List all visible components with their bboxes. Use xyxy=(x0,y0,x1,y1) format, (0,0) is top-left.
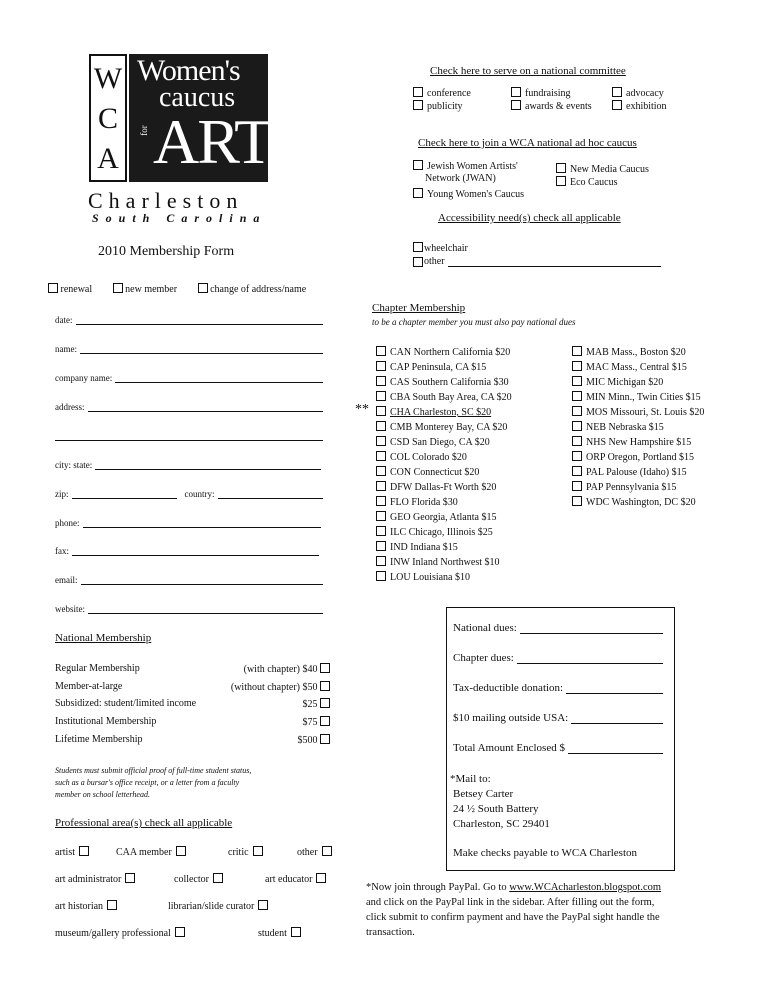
national-heading: National Membership xyxy=(55,632,152,644)
young-checkbox[interactable] xyxy=(413,188,423,198)
committee-label: advocacy xyxy=(626,88,664,99)
email-label: email: xyxy=(55,575,78,585)
prof-critic xyxy=(228,846,263,858)
chapter-checkbox[interactable] xyxy=(376,541,386,551)
prof-label: artist xyxy=(55,847,75,858)
donation-field[interactable] xyxy=(453,682,663,694)
chapter-checkbox[interactable] xyxy=(376,481,386,491)
logo-womens: Women's xyxy=(137,54,240,87)
chapter-item xyxy=(376,346,510,358)
eco-label: Eco Caucus xyxy=(570,177,618,188)
young-item xyxy=(413,188,524,200)
fax-label: fax: xyxy=(55,546,69,556)
prof-label: art administrator xyxy=(55,874,122,885)
chapter-checkbox[interactable] xyxy=(376,571,386,581)
conference-checkbox[interactable] xyxy=(413,87,423,97)
chapter-label: MIN Minn., Twin Cities $15 xyxy=(586,392,701,403)
mail-address-line: Charleston, SC 29401 xyxy=(453,818,550,830)
chapter-checkbox[interactable] xyxy=(376,376,386,386)
chapter-item xyxy=(376,496,458,508)
chapter-item xyxy=(376,436,490,448)
chapter-label: IND Indiana $15 xyxy=(390,542,458,553)
fax-field[interactable] xyxy=(55,545,319,556)
chapter-checkbox[interactable] xyxy=(572,421,582,431)
chapter-checkbox[interactable] xyxy=(376,391,386,401)
zip-country-field[interactable] xyxy=(55,488,323,499)
chapter-checkbox[interactable] xyxy=(572,406,582,416)
prof-artist xyxy=(55,846,89,858)
address-label: address: xyxy=(55,402,85,412)
form-title: 2010 Membership Form xyxy=(98,244,235,259)
chapter-checkbox[interactable] xyxy=(572,496,582,506)
chapter-label: CAN Northern California $20 xyxy=(390,347,511,358)
membership-price: $500 xyxy=(297,735,318,746)
prof-label: student xyxy=(258,928,287,939)
national-dues-label: National dues: xyxy=(453,622,517,634)
jwan-item xyxy=(413,160,518,173)
chapter-checkbox[interactable] xyxy=(572,481,582,491)
prof-label: collector xyxy=(174,874,209,885)
committee-item xyxy=(612,87,664,99)
paypal-text: transaction. xyxy=(366,927,415,938)
student-note-line: such as a bursar's office receipt, or a letter from a faculty xyxy=(55,778,240,787)
chapter-checkbox[interactable] xyxy=(376,496,386,506)
membership-note: (without chapter) xyxy=(230,682,300,693)
membership-label: Subsidized: student/limited income xyxy=(55,698,197,709)
total-label: Total Amount Enclosed $ xyxy=(453,742,565,754)
prof-collector xyxy=(174,873,223,885)
new-media-item xyxy=(556,163,649,175)
chapter-heading: Chapter Membership xyxy=(372,302,466,314)
chapter-label: ILC Chicago, Illinois $25 xyxy=(390,527,493,538)
chapter-checkbox[interactable] xyxy=(376,421,386,431)
membership-label: Regular Membership xyxy=(55,663,140,674)
mailing-field[interactable] xyxy=(453,712,663,724)
chapter-item xyxy=(572,451,694,463)
prof-educator xyxy=(265,873,326,885)
educator-checkbox[interactable] xyxy=(316,873,326,883)
committee-heading: Check here to serve on a national committee xyxy=(430,65,626,77)
prof-label: CAA member xyxy=(116,847,172,858)
national-dues-field[interactable] xyxy=(453,622,663,634)
caucus-heading: Check here to join a WCA national ad hoc caucus xyxy=(418,137,637,149)
chapter-item xyxy=(572,361,687,373)
change-address-label: change of address/name xyxy=(210,284,307,295)
chapter-item xyxy=(572,406,704,418)
mail-to-block xyxy=(450,772,550,832)
prof-student xyxy=(258,927,301,939)
chapter-label: CBA South Bay Area, CA $20 xyxy=(390,392,512,403)
student-checkbox[interactable] xyxy=(291,927,301,937)
regular-checkbox[interactable] xyxy=(320,663,330,673)
chapter-item xyxy=(376,526,493,538)
chapter-checkbox[interactable] xyxy=(572,376,582,386)
prof-caa xyxy=(116,846,186,858)
chapter-subheading: to be a chapter member you must also pay national dues xyxy=(372,317,576,327)
membership-price: $25 xyxy=(302,699,318,710)
prof-librarian xyxy=(168,900,268,912)
chapter-checkbox[interactable] xyxy=(376,436,386,446)
exhibition-checkbox[interactable] xyxy=(612,100,622,110)
chapter-item xyxy=(376,421,507,433)
renewal-label: renewal xyxy=(60,284,93,295)
prof-label: art educator xyxy=(265,874,313,885)
advocacy-checkbox[interactable] xyxy=(612,87,622,97)
chapter-label: PAP Pennsylvania $15 xyxy=(586,482,677,493)
chapter-checkbox[interactable] xyxy=(572,391,582,401)
logo-letter-w: W xyxy=(93,62,123,95)
wheelchair-label: wheelchair xyxy=(424,243,468,254)
chapter-item xyxy=(572,466,687,478)
phone-label: phone: xyxy=(55,518,80,528)
committee-item xyxy=(612,100,667,112)
membership-label: Lifetime Membership xyxy=(55,734,143,745)
chapter-item xyxy=(572,436,691,448)
total-field[interactable] xyxy=(453,742,663,754)
access-other-item[interactable] xyxy=(413,256,661,267)
new-member-checkbox[interactable] xyxy=(113,283,123,293)
chapter-item xyxy=(376,511,496,523)
chapter-label: NEB Nebraska $15 xyxy=(586,422,664,433)
chapter-item xyxy=(572,496,696,508)
chapter-item xyxy=(376,361,486,373)
chapter-label: NHS New Hampshire $15 xyxy=(586,437,692,448)
artist-checkbox[interactable] xyxy=(79,846,89,856)
country-label: country: xyxy=(184,489,215,499)
chapter-checkbox[interactable] xyxy=(572,451,582,461)
name-label: name: xyxy=(55,344,77,354)
librarian-checkbox[interactable] xyxy=(258,900,268,910)
jwan-label-line2: Network (JWAN) xyxy=(425,173,496,184)
chapter-label: WDC Washington, DC $20 xyxy=(586,497,696,508)
membership-row xyxy=(55,734,330,746)
student-note xyxy=(55,765,251,801)
chapter-checkbox[interactable] xyxy=(572,346,582,356)
address-field[interactable] xyxy=(55,401,323,412)
critic-checkbox[interactable] xyxy=(253,846,263,856)
mail-to-label: *Mail to: xyxy=(450,773,491,785)
chapter-dues-field[interactable] xyxy=(453,652,663,664)
prof-label: art historian xyxy=(55,901,104,912)
wheelchair-checkbox[interactable] xyxy=(413,242,423,252)
chapter-item xyxy=(572,346,686,358)
phone-field[interactable] xyxy=(55,517,321,528)
chapter-item xyxy=(572,391,701,403)
publicity-checkbox[interactable] xyxy=(413,100,423,110)
donation-label: Tax-deductible donation: xyxy=(453,682,564,694)
membership-row xyxy=(55,716,330,728)
prof-label: museum/gallery professional xyxy=(55,928,171,939)
jwan-label: Jewish Women Artists' xyxy=(427,161,518,172)
membership-row xyxy=(55,663,330,675)
mailing-label: $10 mailing outside USA: xyxy=(453,712,569,724)
logo-art: ART xyxy=(153,106,272,177)
student-note-line: Students must submit official proof of full-time student status, xyxy=(55,766,252,775)
paypal-text: and click on the PayPal link in the sidebar. After filling out the form, xyxy=(366,897,655,908)
payable-note: Make checks payable to WCA Charleston xyxy=(453,847,637,859)
chapter-label: MAB Mass., Boston $20 xyxy=(586,347,686,358)
committee-item xyxy=(413,87,471,99)
chapter-marker: ** xyxy=(355,402,369,417)
chapter-item xyxy=(376,391,512,403)
chapter-label: CSD San Diego, CA $20 xyxy=(390,437,490,448)
chapter-item xyxy=(376,571,470,583)
committee-item xyxy=(511,87,571,99)
member-type-row xyxy=(48,283,306,295)
chapter-label: MAC Mass., Central $15 xyxy=(586,362,687,373)
chapter-checkbox[interactable] xyxy=(572,466,582,476)
membership-label: Institutional Membership xyxy=(55,716,157,727)
new-media-checkbox[interactable] xyxy=(556,163,566,173)
administrator-checkbox[interactable] xyxy=(125,873,135,883)
new-member-label: new member xyxy=(125,284,178,295)
chapter-label: INW Inland Northwest $10 xyxy=(390,557,500,568)
logo-caucus: caucus xyxy=(159,82,236,113)
chapter-checkbox[interactable] xyxy=(376,361,386,371)
name-field[interactable] xyxy=(55,343,323,354)
chapter-checkbox[interactable] xyxy=(376,556,386,566)
chapter-checkbox[interactable] xyxy=(376,451,386,461)
logo-for: for xyxy=(138,125,149,136)
city-state-field[interactable] xyxy=(55,459,321,470)
lifetime-checkbox[interactable] xyxy=(320,734,330,744)
access-heading: Accessibility need(s) check all applicable xyxy=(438,212,621,224)
company-field[interactable] xyxy=(55,372,323,383)
fundraising-checkbox[interactable] xyxy=(511,87,521,97)
committee-item xyxy=(413,100,463,112)
membership-row xyxy=(55,681,330,693)
paypal-text: click submit to confirm payment and have the PayPal sight handle the xyxy=(366,912,660,923)
change-address-checkbox[interactable] xyxy=(198,283,208,293)
committee-item xyxy=(511,100,592,112)
committee-label: awards & events xyxy=(525,101,592,112)
prof-other xyxy=(297,846,332,858)
eco-item xyxy=(556,176,618,188)
chapter-item xyxy=(376,541,458,553)
chapter-checkbox[interactable] xyxy=(572,436,582,446)
website-field[interactable] xyxy=(55,603,323,614)
new-media-label: New Media Caucus xyxy=(570,164,649,175)
membership-label: Member-at-large xyxy=(55,681,123,692)
chapter-label: MIC Michigan $20 xyxy=(586,377,664,388)
chapter-checkbox[interactable] xyxy=(376,346,386,356)
chapter-item xyxy=(376,376,509,388)
chapter-label: COL Colorado $20 xyxy=(390,452,467,463)
chapter-label: MOS Missouri, St. Louis $20 xyxy=(586,407,705,418)
chapter-label: GEO Georgia, Atlanta $15 xyxy=(390,512,497,523)
chapter-label: CMB Monterey Bay, CA $20 xyxy=(390,422,508,433)
chapter-item xyxy=(376,406,491,418)
other-prof-checkbox[interactable] xyxy=(322,846,332,856)
chapter-checkbox[interactable] xyxy=(376,406,386,416)
chapter-item xyxy=(376,556,500,568)
chapter-item xyxy=(572,421,664,433)
prof-label: librarian/slide curator xyxy=(168,901,255,912)
access-other-label: other xyxy=(424,256,445,267)
address-line2-field[interactable] xyxy=(55,430,323,441)
jwan-checkbox[interactable] xyxy=(413,160,423,170)
chapter-label: CAP Peninsula, CA $15 xyxy=(390,362,487,373)
subsidized-checkbox[interactable] xyxy=(320,698,330,708)
chapter-item xyxy=(572,481,676,493)
membership-row xyxy=(55,698,330,710)
prof-historian xyxy=(55,900,117,912)
museum-checkbox[interactable] xyxy=(175,927,185,937)
logo-city: Charleston xyxy=(88,188,244,213)
at-large-checkbox[interactable] xyxy=(320,681,330,691)
chapter-dues-label: Chapter dues: xyxy=(453,652,514,664)
chapter-label: PAL Palouse (Idaho) $15 xyxy=(586,467,687,478)
awards-checkbox[interactable] xyxy=(511,100,521,110)
mail-address-line: 24 ½ South Battery xyxy=(453,803,539,815)
paypal-note xyxy=(366,880,661,940)
caa-checkbox[interactable] xyxy=(176,846,186,856)
collector-checkbox[interactable] xyxy=(213,873,223,883)
paypal-text: *Now join through PayPal. Go to xyxy=(366,882,510,893)
city-state-label: city: state: xyxy=(55,460,93,470)
committee-label: publicity xyxy=(427,101,463,112)
chapter-label: CON Connecticut $20 xyxy=(390,467,480,478)
chapter-item xyxy=(572,376,663,388)
committee-label: exhibition xyxy=(626,101,667,112)
chapter-checkbox[interactable] xyxy=(376,511,386,521)
chapter-label: CHA Charleston, SC $20 xyxy=(390,407,492,418)
membership-price: $40 xyxy=(302,664,318,675)
chapter-checkbox[interactable] xyxy=(376,526,386,536)
student-note-line: member on school letterhead. xyxy=(55,790,150,799)
membership-note: (with chapter) xyxy=(243,664,300,675)
chapter-label: FLO Florida $30 xyxy=(390,497,458,508)
wheelchair-item xyxy=(413,242,468,254)
company-label: company name: xyxy=(55,373,113,383)
prof-label: critic xyxy=(228,847,249,858)
date-label: date: xyxy=(55,315,73,325)
chapter-label: ORP Oregon, Portland $15 xyxy=(586,452,694,463)
website-label: website: xyxy=(55,604,85,614)
prof-museum xyxy=(55,927,185,939)
mail-address-line: Betsey Carter xyxy=(453,788,514,800)
logo-wordmark xyxy=(129,54,272,182)
renewal-checkbox[interactable] xyxy=(48,283,58,293)
logo-letter-c: C xyxy=(97,102,118,135)
chapter-item xyxy=(376,481,496,493)
chapter-item xyxy=(376,451,467,463)
committee-label: conference xyxy=(427,88,471,99)
logo-letter-a: A xyxy=(97,142,119,175)
young-label: Young Women's Caucus xyxy=(427,189,525,200)
historian-checkbox[interactable] xyxy=(107,900,117,910)
membership-price: $50 xyxy=(302,682,318,693)
prof-administrator xyxy=(55,873,135,885)
chapter-label: DFW Dallas-Ft Worth $20 xyxy=(390,482,497,493)
chapter-label: CAS Southern California $30 xyxy=(390,377,509,388)
logo-letter-column xyxy=(89,54,127,182)
institutional-checkbox[interactable] xyxy=(320,716,330,726)
paypal-link[interactable]: www.WCAcharleston.blogspot.com xyxy=(509,882,662,893)
professional-heading: Professional area(s) check all applicable xyxy=(55,817,233,829)
email-field[interactable] xyxy=(55,574,323,585)
prof-label: other xyxy=(297,847,318,858)
committee-label: fundraising xyxy=(525,88,571,99)
date-field[interactable] xyxy=(55,314,323,325)
zip-label: zip: xyxy=(55,489,69,499)
chapter-label: LOU Louisiana $10 xyxy=(390,572,470,583)
membership-price: $75 xyxy=(302,717,318,728)
chapter-checkbox[interactable] xyxy=(376,466,386,476)
chapter-checkbox[interactable] xyxy=(572,361,582,371)
access-other-checkbox[interactable] xyxy=(413,257,423,267)
eco-checkbox[interactable] xyxy=(556,176,566,186)
logo-state: South Carolina xyxy=(92,211,267,225)
chapter-item xyxy=(376,466,479,478)
